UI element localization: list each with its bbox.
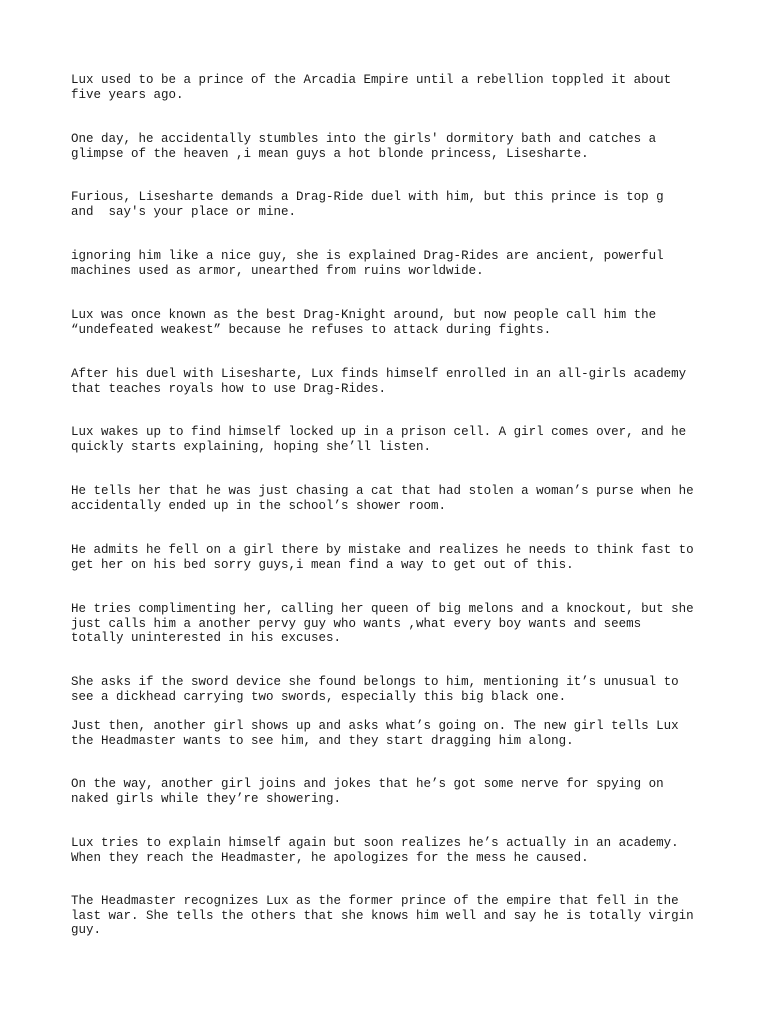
paragraph-12: Just then, another girl shows up and asks what’s going on. The new girl tells Lux the Headmaster wants to see him, and they start dragging him along. [71,719,679,748]
paragraph-15: The Headmaster recognizes Lux as the former prince of the empire that fell in the last war. She tells the others that she knows him well and say he is totally virgin guy. [71,894,694,938]
paragraph-4: ignoring him like a nice guy, she is explained Drag-Rides are ancient, powerful machines used as armor, unearthed from ruins worldwide. [71,249,664,278]
paragraph-10: He tries complimenting her, calling her queen of big melons and a knockout, but she just calls him a another pervy guy who wants ,what every boy wants and seems totally uninterested in his excuses. [71,602,694,646]
paragraph-6: After his duel with Lisesharte, Lux finds himself enrolled in an all-girls academy that teaches royals how to use Drag-Rides. [71,367,687,396]
paragraph-1: Lux used to be a prince of the Arcadia Empire until a rebellion toppled it about five years ago. [71,73,672,102]
paragraph-5: Lux was once known as the best Drag-Knight around, but now people call him the “undefeated weakest” because he refuses to attack during fights. [71,308,657,337]
paragraph-2: One day, he accidentally stumbles into the girls' dormitory bath and catches a glimpse of the heaven ,i mean guys a hot blonde princess, Lisesharte. [71,132,657,161]
paragraph-9: He admits he fell on a girl there by mistake and realizes he needs to think fast to get her on his bed sorry guys,i mean find a way to get out of this. [71,543,694,572]
paragraph-11: She asks if the sword device she found belongs to him, mentioning it’s unusual to see a dickhead carrying two swords, especially this big black one. [71,675,679,704]
paragraph-7: Lux wakes up to find himself locked up in a prison cell. A girl comes over, and he quickly starts explaining, hoping she’ll listen. [71,425,687,454]
paragraph-8: He tells her that he was just chasing a cat that had stolen a woman’s purse when he accidentally ended up in the school’s shower room. [71,484,694,513]
paragraph-13: On the way, another girl joins and jokes that he’s got some nerve for spying on naked girls while they’re showering. [71,777,664,806]
paragraph-3: Furious, Lisesharte demands a Drag-Ride duel with him, but this prince is top g and say's your place or mine. [71,190,664,219]
paragraph-14: Lux tries to explain himself again but soon realizes he’s actually in an academy. When they reach the Headmaster, he apologizes for the mess he caused. [71,836,679,865]
